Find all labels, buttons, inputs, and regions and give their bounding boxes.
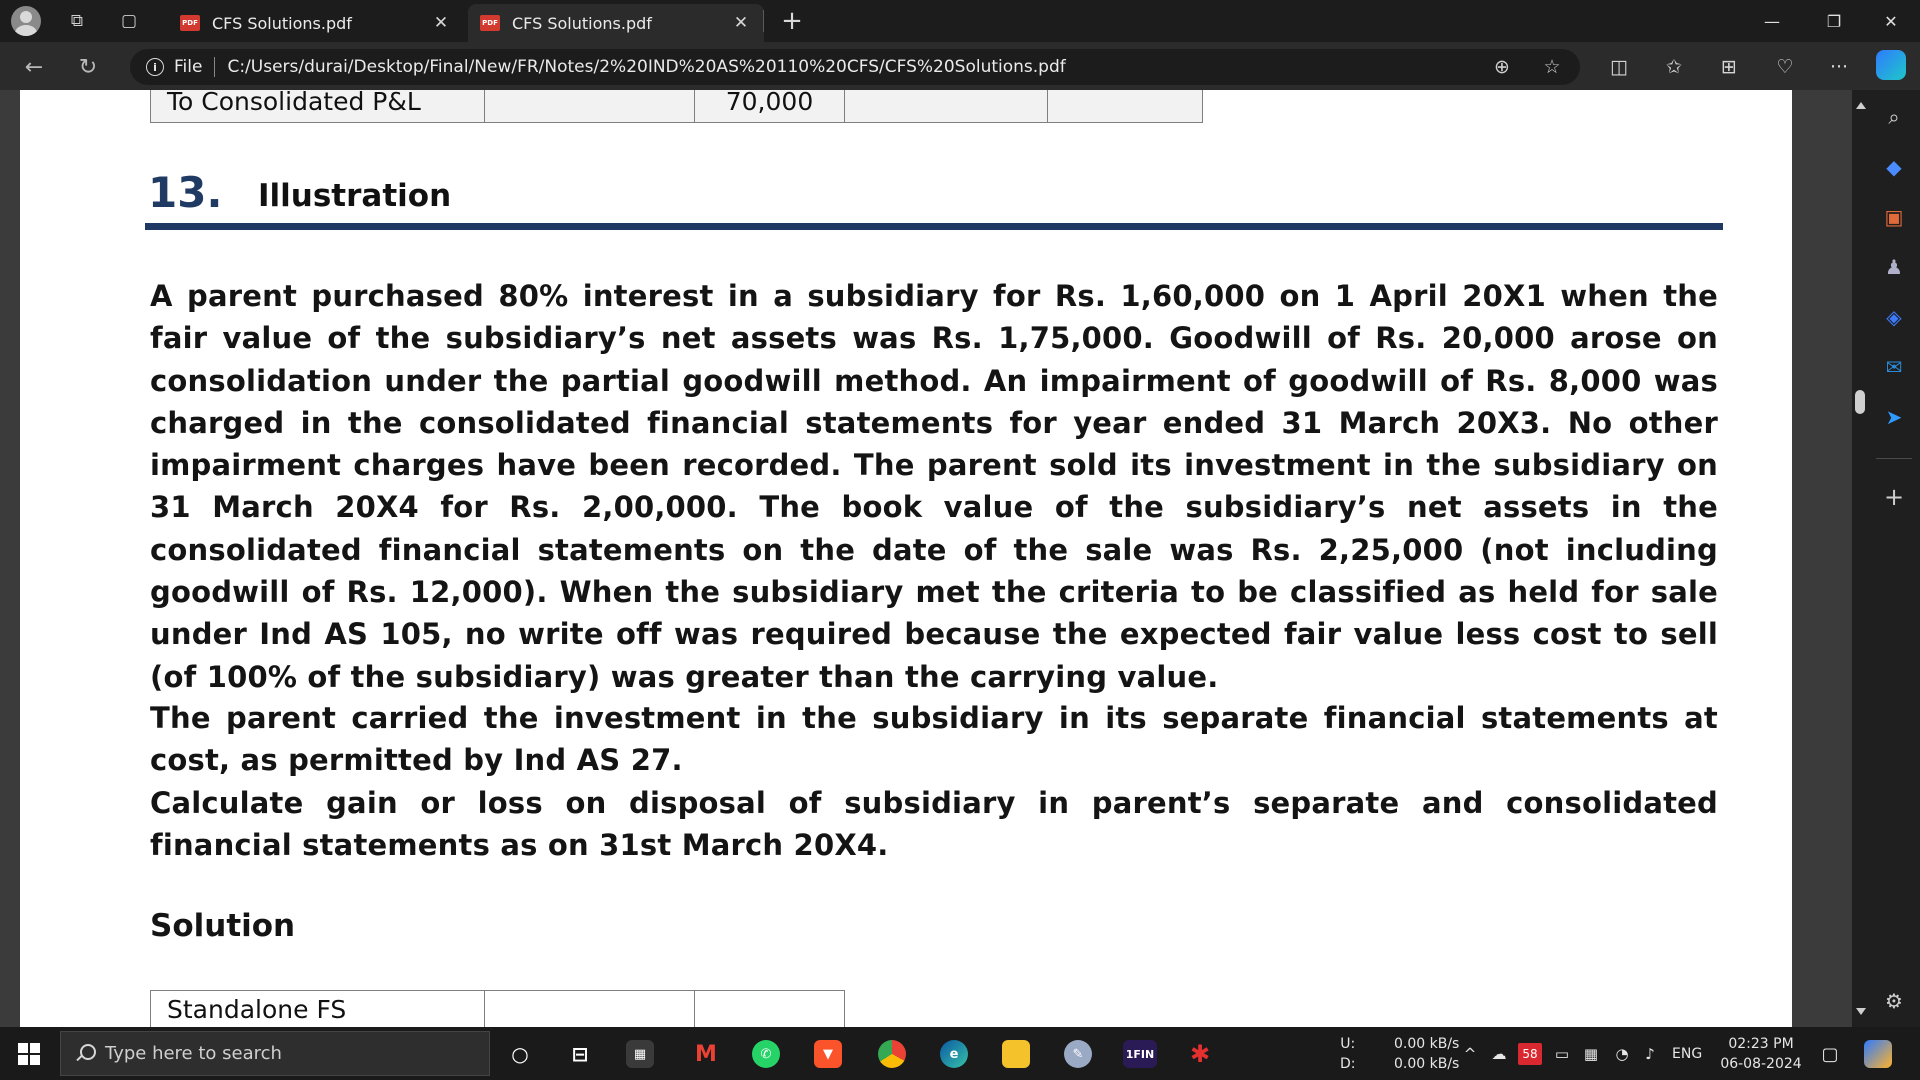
table-cell bbox=[485, 991, 695, 1028]
split-screen-icon[interactable]: ◫ bbox=[1610, 56, 1628, 78]
calculator-icon[interactable]: ▦ bbox=[620, 1035, 660, 1073]
pdf-icon: PDF bbox=[480, 15, 500, 31]
taskbar-search-box[interactable] bbox=[60, 1031, 490, 1076]
previous-table bbox=[150, 90, 1203, 123]
profile-avatar[interactable] bbox=[11, 6, 41, 36]
cortana-icon[interactable]: ○ bbox=[511, 1042, 529, 1066]
chevron-up-icon[interactable]: ^ bbox=[1463, 1045, 1477, 1063]
table-cell bbox=[695, 991, 845, 1028]
file-explorer-icon[interactable] bbox=[996, 1035, 1036, 1073]
tab-divider bbox=[763, 10, 764, 32]
table-cell: To Consolidated P&L bbox=[151, 90, 485, 123]
solution-heading: Solution bbox=[150, 908, 296, 944]
illustration-heading: Illustration bbox=[258, 178, 452, 214]
new-tab-button[interactable]: + bbox=[781, 6, 803, 36]
table-row bbox=[151, 991, 845, 1028]
edge-sidebar bbox=[1868, 90, 1920, 1027]
tab-title: CFS Solutions.pdf bbox=[212, 13, 352, 33]
language-indicator[interactable] bbox=[1672, 1027, 1702, 1080]
drive-labels bbox=[1340, 1027, 1356, 1080]
battery-badge[interactable]: 58 bbox=[1518, 1043, 1542, 1065]
tab-strip bbox=[0, 0, 1920, 42]
favorites-icon[interactable]: ✩ bbox=[1666, 56, 1682, 78]
volume-icon[interactable]: ♪ bbox=[1645, 1045, 1655, 1063]
restore-button[interactable]: ❐ bbox=[1826, 11, 1842, 31]
settings-more-icon[interactable]: ··· bbox=[1829, 56, 1849, 78]
copilot-taskbar-icon[interactable] bbox=[1864, 1040, 1892, 1068]
language-label: ENG bbox=[1672, 1045, 1703, 1062]
tab-cfs-solutions-1[interactable] bbox=[168, 4, 464, 42]
workspaces-icon[interactable]: ⧉ bbox=[70, 11, 84, 31]
collections-icon[interactable]: ⊞ bbox=[1721, 56, 1737, 78]
sidebar-search-icon[interactable]: ⌕ bbox=[1888, 105, 1900, 129]
tab-title: CFS Solutions.pdf bbox=[512, 13, 652, 33]
table-cell bbox=[845, 90, 1048, 123]
onedrive-icon[interactable]: ☁ bbox=[1491, 1045, 1507, 1063]
1fin-icon[interactable]: 1FIN bbox=[1120, 1035, 1160, 1073]
solution-table bbox=[150, 990, 845, 1027]
clock-date: 06-08-2024 bbox=[1720, 1055, 1802, 1072]
scheme-label: File bbox=[174, 57, 203, 77]
notification-icon[interactable]: ▢ bbox=[1821, 1043, 1839, 1065]
question-paragraph-3: Calculate gain or loss on disposal of subsidiary in parent’s separate and consolidated financial statements as on 31st March 20X4. bbox=[150, 786, 1718, 863]
download-speed: 0.00 kB/s bbox=[1394, 1055, 1460, 1072]
table-row bbox=[151, 90, 1203, 123]
windows-start-icon[interactable] bbox=[18, 1043, 40, 1065]
copilot-sidebar-icon[interactable]: ◈ bbox=[1886, 305, 1902, 329]
pdf-viewer bbox=[0, 90, 1852, 1027]
add-sidebar-icon[interactable]: + bbox=[1883, 483, 1905, 511]
url-text[interactable]: C:/Users/durai/Desktop/Final/New/FR/Notes/2%20IND%20AS%20110%20CFS/CFS%20Solutions.pdf bbox=[227, 57, 1066, 77]
copilot-icon[interactable] bbox=[1876, 50, 1906, 80]
browser-essentials-icon[interactable]: ♡ bbox=[1776, 56, 1794, 78]
sidebar-settings-icon[interactable]: ⚙ bbox=[1885, 989, 1903, 1013]
drive-label-d: D: bbox=[1340, 1055, 1356, 1072]
pdf-icon: PDF bbox=[180, 15, 200, 31]
drive-label-u: U: bbox=[1340, 1035, 1356, 1052]
vertical-scrollbar[interactable] bbox=[1852, 90, 1868, 1027]
scroll-down-icon[interactable] bbox=[1856, 1008, 1866, 1015]
search-placeholder: Type here to search bbox=[105, 1043, 282, 1064]
close-icon[interactable]: ✕ bbox=[733, 13, 749, 33]
upload-speed: 0.00 kB/s bbox=[1394, 1035, 1460, 1052]
clock[interactable] bbox=[1716, 1027, 1806, 1080]
table-cell bbox=[1048, 90, 1203, 123]
scroll-up-icon[interactable] bbox=[1856, 102, 1866, 109]
browser-toolbar bbox=[0, 42, 1920, 90]
pdf-page bbox=[20, 90, 1792, 1027]
task-view-icon[interactable]: ⊟ bbox=[571, 1042, 589, 1066]
refresh-icon[interactable]: ↻ bbox=[78, 54, 98, 80]
address-divider bbox=[214, 57, 215, 77]
back-icon[interactable]: ← bbox=[24, 54, 44, 80]
vertical-tabs-icon[interactable]: ▢ bbox=[120, 11, 138, 31]
close-window-button[interactable]: ✕ bbox=[1884, 11, 1898, 31]
info-icon[interactable]: i bbox=[146, 58, 164, 76]
zoom-icon[interactable]: ⊕ bbox=[1494, 56, 1510, 78]
chrome-icon[interactable] bbox=[872, 1035, 912, 1073]
paint-icon[interactable]: ✎ bbox=[1058, 1035, 1098, 1073]
app-tray-icon[interactable]: ▦ bbox=[1583, 1045, 1599, 1063]
edge-icon[interactable]: e bbox=[934, 1035, 974, 1073]
question-paragraph: A parent purchased 80% interest in a subsidiary for Rs. 1,60,000 on 1 April 20X1 when the fair value of the subsidiary’s net assets was Rs. 1,75,000. Goodwill of Rs. 20,000 arose on consolidation under the partial goodwill method. An impairment of goodwill of Rs. 8,000 was charged in the consolidated financial statements for year ended 31 March 20X3. No other impairment charges have been recorded. The parent sold its investment in the subsidiary on 31 March 20X4 for Rs. 2,00,000. The book value of the subsidiary’s net assets in the consolidated financial statements on the date of the sale was Rs. 2,25,000 (not including goodwill of Rs. 12,000). When the subsidiary met the criteria to be classified as held for sale under Ind AS 105, no write off was required because the expected fair value less cost to sell (of 100% of the subsidiary) was greater than the carrying value. bbox=[150, 279, 1718, 694]
minimize-button[interactable]: — bbox=[1764, 11, 1780, 31]
tab-cfs-solutions-2[interactable] bbox=[468, 4, 764, 42]
close-icon[interactable]: ✕ bbox=[433, 13, 449, 33]
whatsapp-icon[interactable]: ✆ bbox=[746, 1035, 786, 1073]
scroll-thumb[interactable] bbox=[1855, 390, 1865, 414]
question-paragraph-2: The parent carried the investment in the subsidiary in its separate financial statements at cost, as permitted by Ind AS 27. bbox=[150, 701, 1718, 778]
game-icon[interactable]: ✱ bbox=[1189, 1040, 1211, 1068]
windows-taskbar bbox=[0, 1027, 1920, 1080]
shopping-tag-icon[interactable]: ◆ bbox=[1886, 155, 1902, 179]
favorite-star-icon[interactable]: ☆ bbox=[1543, 56, 1561, 78]
network-speed bbox=[1394, 1027, 1459, 1080]
clock-time: 02:23 PM bbox=[1728, 1035, 1794, 1052]
address-bar[interactable] bbox=[130, 49, 1580, 85]
sidebar-divider bbox=[1876, 458, 1912, 459]
wifi-icon[interactable]: ◔ bbox=[1615, 1045, 1629, 1063]
send-icon[interactable]: ➤ bbox=[1885, 405, 1903, 429]
illustration-number: 13. bbox=[148, 168, 223, 217]
search-icon bbox=[75, 1044, 95, 1064]
battery-icon[interactable]: ▭ bbox=[1554, 1045, 1570, 1063]
tools-briefcase-icon[interactable]: ▣ bbox=[1884, 205, 1904, 229]
table-cell bbox=[485, 90, 695, 123]
heading-rule bbox=[145, 223, 1723, 230]
games-icon[interactable]: ♟ bbox=[1885, 255, 1903, 279]
outlook-icon[interactable]: ✉ bbox=[1885, 355, 1903, 379]
brave-icon[interactable]: ▼ bbox=[808, 1035, 848, 1073]
table-cell: Standalone FS bbox=[151, 991, 485, 1028]
table-cell: 70,000 bbox=[695, 90, 845, 123]
gmail-icon[interactable]: M bbox=[695, 1041, 717, 1067]
